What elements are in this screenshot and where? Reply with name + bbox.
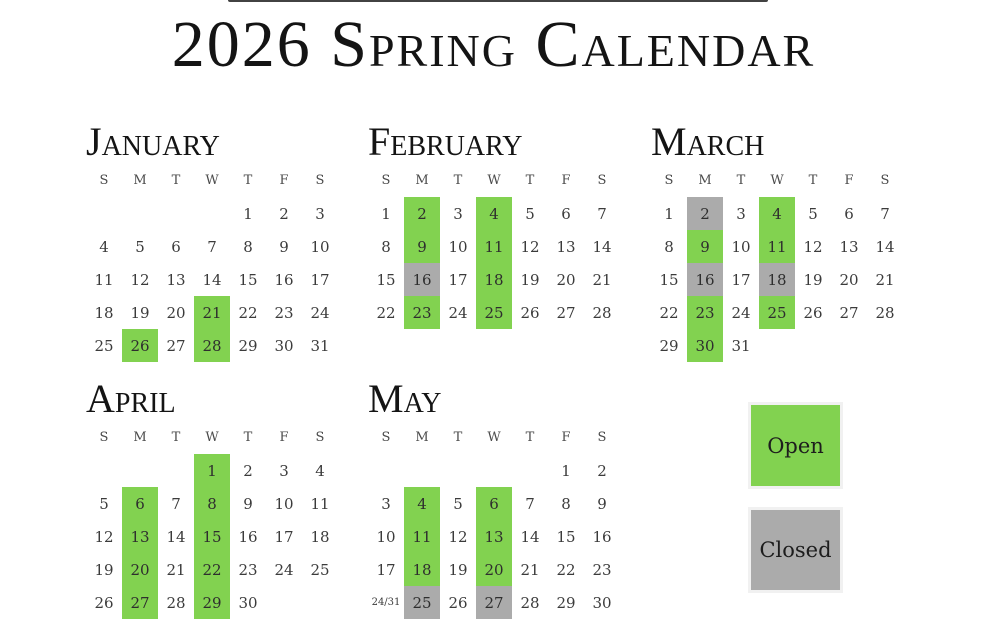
calendar-day: 1 (561, 461, 571, 480)
month-grid (86, 421, 346, 619)
calendar-day: 13 (839, 237, 859, 256)
weekday-header: F (279, 173, 289, 188)
weekday-header: F (844, 173, 854, 188)
calendar-day: 1 (243, 204, 253, 223)
weekday-header: S (381, 430, 391, 445)
calendar-day: 27 (166, 336, 186, 355)
empty-day-cell (831, 329, 867, 362)
weekday-header: T (243, 173, 253, 188)
calendar-day: 8 (194, 487, 230, 520)
empty-day-cell (158, 197, 194, 230)
legend-closed-label: Closed (759, 538, 832, 562)
calendar-day: 13 (166, 270, 186, 289)
weekday-header: S (315, 173, 325, 188)
calendar-day: 23 (274, 303, 294, 322)
calendar-day: 8 (243, 237, 253, 256)
calendar-day: 27 (839, 303, 859, 322)
calendar-day: 2 (597, 461, 607, 480)
calendar-day: 16 (274, 270, 294, 289)
empty-day-cell (795, 329, 831, 362)
calendar-day: 5 (525, 204, 535, 223)
calendar-day: 30 (592, 593, 612, 612)
calendar-day: 19 (803, 270, 823, 289)
calendar-day: 26 (122, 329, 158, 362)
empty-day-cell (368, 454, 404, 487)
empty-day-cell (404, 454, 440, 487)
weekday-header: M (133, 173, 147, 188)
weekday-header: M (415, 173, 429, 188)
calendar-day: 10 (376, 527, 396, 546)
legend-open-label: Open (767, 433, 824, 458)
month-may (368, 377, 628, 619)
calendar-day: 24/31 (371, 597, 401, 608)
calendar-day: 29 (556, 593, 576, 612)
calendar-day: 7 (525, 494, 535, 513)
weekday-header: T (736, 173, 746, 188)
calendar-day: 6 (844, 204, 854, 223)
legend-closed-box (751, 510, 840, 590)
weekday-header: S (597, 173, 607, 188)
calendar-day: 3 (279, 461, 289, 480)
calendar-day: 25 (759, 296, 795, 329)
calendar-day: 9 (687, 230, 723, 263)
weekday-header: F (279, 430, 289, 445)
calendar-day: 14 (520, 527, 540, 546)
calendar-day: 17 (274, 527, 294, 546)
calendar-day: 1 (194, 454, 230, 487)
month-grid (368, 164, 628, 329)
calendar-day: 13 (122, 520, 158, 553)
weekday-header: W (205, 173, 219, 188)
calendar-day: 12 (803, 237, 823, 256)
calendar-day: 24 (731, 303, 751, 322)
calendar-day: 7 (207, 237, 217, 256)
calendar-day: 17 (731, 270, 751, 289)
calendar-day: 22 (194, 553, 230, 586)
weekday-header: W (205, 430, 219, 445)
calendar-day: 14 (592, 237, 612, 256)
calendar-day: 24 (310, 303, 330, 322)
weekday-header: S (880, 173, 890, 188)
calendar-day: 4 (99, 237, 109, 256)
weekday-header: S (99, 430, 109, 445)
calendar-day: 18 (404, 553, 440, 586)
weekday-header: T (525, 173, 535, 188)
calendar-day: 2 (687, 197, 723, 230)
month-title: May (368, 376, 442, 421)
month-march (651, 120, 911, 362)
calendar-day: 13 (556, 237, 576, 256)
calendar-day: 17 (448, 270, 468, 289)
calendar-day: 22 (556, 560, 576, 579)
calendar-day: 19 (130, 303, 150, 322)
calendar-day: 21 (520, 560, 540, 579)
weekday-header: M (698, 173, 712, 188)
calendar-day: 2 (404, 197, 440, 230)
empty-day-cell (867, 329, 903, 362)
calendar-day: 8 (381, 237, 391, 256)
weekday-header: T (453, 430, 463, 445)
calendar-day: 18 (310, 527, 330, 546)
weekday-header: W (487, 430, 501, 445)
calendar-day: 25 (476, 296, 512, 329)
calendar-day: 5 (135, 237, 145, 256)
calendar-day: 28 (875, 303, 895, 322)
calendar-day: 19 (520, 270, 540, 289)
empty-day-cell (86, 454, 122, 487)
calendar-day: 3 (736, 204, 746, 223)
calendar-day: 11 (759, 230, 795, 263)
calendar-day: 9 (279, 237, 289, 256)
calendar-day: 1 (381, 204, 391, 223)
month-april (86, 377, 346, 619)
calendar-day: 15 (556, 527, 576, 546)
weekday-header: S (597, 430, 607, 445)
calendar-day: 30 (238, 593, 258, 612)
empty-day-cell (122, 197, 158, 230)
calendar-day: 10 (274, 494, 294, 513)
calendar-day: 16 (238, 527, 258, 546)
calendar-day: 28 (166, 593, 186, 612)
calendar-day: 10 (731, 237, 751, 256)
calendar-day: 21 (875, 270, 895, 289)
calendar-day: 25 (94, 336, 114, 355)
calendar-day: 21 (592, 270, 612, 289)
weekday-header: S (99, 173, 109, 188)
calendar-day: 14 (202, 270, 222, 289)
empty-day-cell (759, 329, 795, 362)
calendar-day: 9 (597, 494, 607, 513)
calendar-day: 6 (476, 487, 512, 520)
month-title: April (86, 376, 176, 421)
calendar-day: 29 (659, 336, 679, 355)
calendar-day: 23 (404, 296, 440, 329)
calendar-day: 11 (94, 270, 114, 289)
calendar-day: 24 (448, 303, 468, 322)
weekday-header: T (243, 430, 253, 445)
calendar-day: 25 (404, 586, 440, 619)
calendar-day: 10 (310, 237, 330, 256)
calendar-day: 12 (520, 237, 540, 256)
month-title: March (651, 119, 765, 164)
weekday-header: F (561, 173, 571, 188)
calendar-day: 3 (381, 494, 391, 513)
empty-day-cell (194, 197, 230, 230)
calendar-day: 20 (556, 270, 576, 289)
weekday-header: M (133, 430, 147, 445)
calendar-day: 15 (238, 270, 258, 289)
calendar-day: 23 (238, 560, 258, 579)
calendar-day: 5 (453, 494, 463, 513)
calendar-day: 29 (238, 336, 258, 355)
calendar-day: 21 (194, 296, 230, 329)
calendar-day: 23 (592, 560, 612, 579)
calendar-day: 3 (453, 204, 463, 223)
calendar-day: 12 (448, 527, 468, 546)
calendar-day: 31 (310, 336, 330, 355)
calendar-day: 16 (404, 263, 440, 296)
calendar-day: 8 (561, 494, 571, 513)
empty-day-cell (266, 586, 302, 619)
calendar-day: 27 (476, 586, 512, 619)
calendar-day: 29 (194, 586, 230, 619)
calendar-day: 27 (556, 303, 576, 322)
calendar-day: 2 (279, 204, 289, 223)
page-title: 2026 Spring Calendar (171, 8, 816, 81)
top-border-line (228, 0, 768, 2)
weekday-header: F (561, 430, 571, 445)
calendar-day: 21 (166, 560, 186, 579)
calendar-day: 11 (310, 494, 330, 513)
month-grid (86, 164, 346, 362)
calendar-day: 4 (315, 461, 325, 480)
legend (751, 405, 841, 590)
calendar-day: 3 (315, 204, 325, 223)
calendar-day: 5 (808, 204, 818, 223)
calendar-day: 30 (274, 336, 294, 355)
calendar-day: 23 (687, 296, 723, 329)
month-title: January (86, 119, 220, 164)
calendar-day: 28 (592, 303, 612, 322)
month-february (368, 120, 628, 329)
calendar-day: 17 (310, 270, 330, 289)
calendar-day: 28 (520, 593, 540, 612)
calendar-day: 6 (561, 204, 571, 223)
calendar-day: 6 (122, 487, 158, 520)
legend-open-box (751, 405, 840, 486)
calendar-day: 27 (122, 586, 158, 619)
calendar-day: 14 (166, 527, 186, 546)
calendar-day: 18 (94, 303, 114, 322)
calendar-day: 22 (376, 303, 396, 322)
calendar-day: 14 (875, 237, 895, 256)
calendar-day: 4 (759, 197, 795, 230)
calendar-day: 16 (687, 263, 723, 296)
calendar-day: 7 (880, 204, 890, 223)
calendar-day: 7 (171, 494, 181, 513)
calendar-day: 9 (404, 230, 440, 263)
calendar-day: 26 (520, 303, 540, 322)
weekday-header: T (453, 173, 463, 188)
calendar-day: 24 (274, 560, 294, 579)
weekday-header: W (770, 173, 784, 188)
calendar-day: 15 (194, 520, 230, 553)
calendar-day: 18 (759, 263, 795, 296)
calendar-day: 8 (664, 237, 674, 256)
calendar-day: 13 (476, 520, 512, 553)
weekday-header: S (381, 173, 391, 188)
empty-day-cell (86, 197, 122, 230)
calendar-day: 19 (94, 560, 114, 579)
calendar-day: 16 (592, 527, 612, 546)
calendar-day: 7 (597, 204, 607, 223)
calendar-day: 12 (94, 527, 114, 546)
weekday-header: T (525, 430, 535, 445)
empty-day-cell (476, 454, 512, 487)
weekday-header: S (315, 430, 325, 445)
calendar-day: 5 (99, 494, 109, 513)
calendar-day: 1 (664, 204, 674, 223)
weekday-header: S (664, 173, 674, 188)
empty-day-cell (440, 454, 476, 487)
calendar-day: 20 (122, 553, 158, 586)
calendar-day: 26 (448, 593, 468, 612)
calendar-day: 26 (94, 593, 114, 612)
calendar-day: 20 (476, 553, 512, 586)
calendar-day: 20 (839, 270, 859, 289)
calendar-day: 12 (130, 270, 150, 289)
weekday-header: M (415, 430, 429, 445)
calendar-day: 30 (687, 329, 723, 362)
weekday-header: W (487, 173, 501, 188)
calendar-day: 4 (476, 197, 512, 230)
calendar-day: 22 (238, 303, 258, 322)
calendar-day: 28 (194, 329, 230, 362)
calendar-day: 11 (404, 520, 440, 553)
month-title: February (368, 119, 523, 164)
calendar-day: 18 (476, 263, 512, 296)
weekday-header: T (171, 173, 181, 188)
calendar-day: 15 (659, 270, 679, 289)
calendar-day: 9 (243, 494, 253, 513)
empty-day-cell (302, 586, 338, 619)
calendar-day: 20 (166, 303, 186, 322)
empty-day-cell (122, 454, 158, 487)
calendar-day: 4 (404, 487, 440, 520)
month-grid (368, 421, 628, 619)
empty-day-cell (512, 454, 548, 487)
calendar-day: 26 (803, 303, 823, 322)
calendar-day: 10 (448, 237, 468, 256)
calendar-day: 2 (243, 461, 253, 480)
calendar-day: 17 (376, 560, 396, 579)
calendar-day: 19 (448, 560, 468, 579)
month-january (86, 120, 346, 362)
calendar-day: 15 (376, 270, 396, 289)
weekday-header: T (808, 173, 818, 188)
calendar-day: 31 (731, 336, 751, 355)
empty-day-cell (158, 454, 194, 487)
calendar-day: 25 (310, 560, 330, 579)
calendar-day: 11 (476, 230, 512, 263)
month-grid (651, 164, 911, 362)
calendar-day: 22 (659, 303, 679, 322)
weekday-header: T (171, 430, 181, 445)
calendar-day: 6 (171, 237, 181, 256)
